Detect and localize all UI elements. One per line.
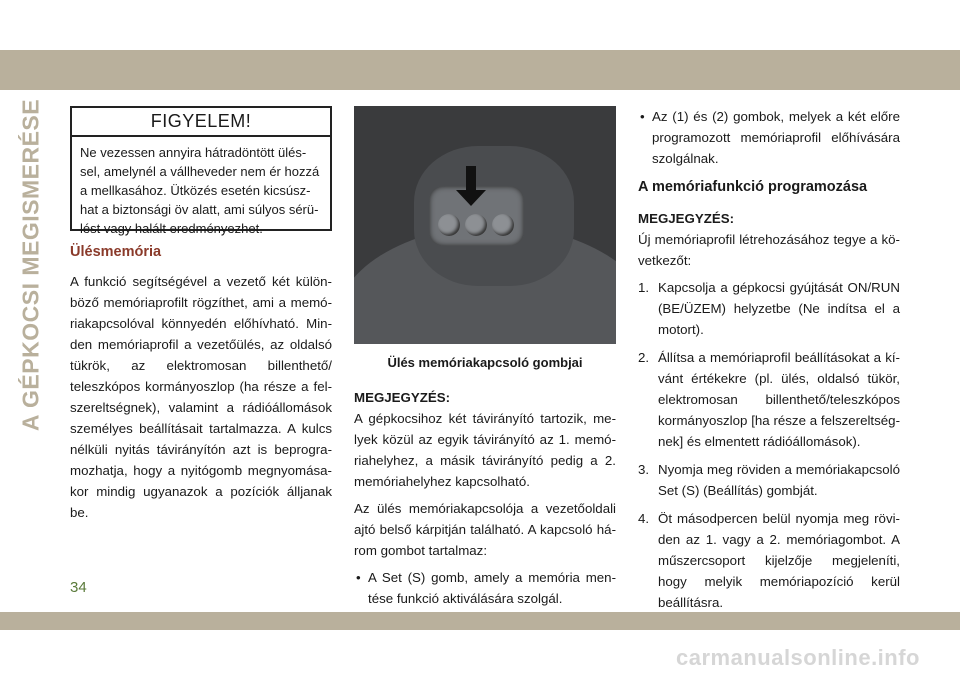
figure-caption: Ülés memóriakapcsoló gombjai xyxy=(387,355,583,370)
column-left xyxy=(70,106,332,529)
list-item: • Az (1) és (2) gombok, melyek a két előre programozott memóriaprofil előhívására szolgálnak. xyxy=(638,106,900,169)
header-band xyxy=(0,50,960,90)
watermark: carmanualsonline.info xyxy=(676,645,920,670)
side-chapter-title-text: A GÉPKOCSI MEGISMERÉSE xyxy=(17,98,44,432)
button-list xyxy=(354,567,616,609)
note-label: MEGJEGYZÉS: xyxy=(354,390,451,405)
programming-heading: A memóriafunkció programozása xyxy=(638,179,868,195)
step-text: Öt másodpercen belül nyomja meg rövi-den az 1. vagy a 2. memóriagombot. A műszercsoport kijelzője megjeleníti, hogy melyik memóriapozíció kerül beállításra. xyxy=(658,511,900,610)
step-number: 4. xyxy=(638,511,650,526)
list-item: • A Set (S) gomb, amely a memória men-tése funkció aktiválására szolgál. xyxy=(354,567,616,609)
warning-box xyxy=(70,106,332,236)
step-number: 1. xyxy=(638,280,650,295)
top-margin xyxy=(0,0,960,50)
step-item xyxy=(638,347,900,452)
step-number: 2. xyxy=(638,350,650,365)
arrow-down-icon xyxy=(466,166,476,192)
memory-switch-photo xyxy=(354,106,616,344)
note-text: A gépkocsihoz két távirányító tartozik, me-lyek közül az egyik távirányító az 1. memó-riahelyhez, a másik távirányító pedig a 2. memóriahelyhez kapcsolható. xyxy=(354,411,616,489)
arrow-down-icon-head xyxy=(456,190,486,206)
switch-paragraph: Az ülés memóriakapcsolója a vezetőoldali ajtó belső kárpitján található. A kapcsoló há-rom gombot tartalmaz: xyxy=(354,501,616,558)
page-number: 34 xyxy=(70,579,87,596)
memory-button-icon xyxy=(438,214,460,236)
step-text: Kapcsolja a gépkocsi gyújtását ON/RUN (BE/ÜZEM) helyzetbe (Ne indítsa el a motort). xyxy=(658,280,900,337)
footer-band xyxy=(0,612,960,630)
warning-title: FIGYELEM! xyxy=(72,108,330,137)
button-list-continued xyxy=(638,106,900,169)
step-text: Nyomja meg röviden a memóriakapcsoló Set (S) (Beállítás) gombját. xyxy=(658,462,900,498)
step-text: Állítsa a memóriaprofil beállításokat a kí-vánt értékekre (pl. ülés, oldalsó tükör, elektromosan billenthető/teleszkópos kormányoszlop [ha része a felszereltség-nek] és elmentett rádióállomások). xyxy=(658,350,900,449)
section-heading: Ülésmemória xyxy=(70,244,162,260)
note-label: MEGJEGYZÉS: xyxy=(638,211,735,226)
memory-button-icon xyxy=(492,214,514,236)
side-chapter-title xyxy=(16,98,46,432)
set-button-icon xyxy=(465,214,487,236)
column-middle xyxy=(354,106,616,615)
step-item xyxy=(638,277,900,340)
programming-steps xyxy=(638,277,900,613)
warning-body: Ne vezessen annyira hátradöntött ülés-sel, amelynél a vállheveder nem ér hozzá a mellkasához. Ütközés esetén kicsúsz-hat a biztonsági öv alatt, ami súlyos sérü-lést vagy halált eredményezhet. xyxy=(80,145,320,236)
column-right xyxy=(638,106,900,620)
section-paragraph: A funkció segítségével a vezető két külön-böző memóriaprofilt rögzíthet, ami a memó-riakapcsolóval könnyedén előhívható. Min-den memóriaprofil a vezetőülés, az oldalsó tükrök, az elektromosan billenthető/ teleszkópos kormányoszlop (ha része a fel-szereltségnek), valamint a rádióállomások személyes beállításait tartalmazza. A kulcs nélküli nyitás távirányítón azt is beprogra-mozhatja, hogy a nyitógomb megnyomása-kor mindig ugyanazok a pozíciók álljanak be. xyxy=(70,274,332,520)
step-item xyxy=(638,508,900,613)
note-text: Új memóriaprofil létrehozásához tegye a kö-vetkezőt: xyxy=(638,232,900,268)
step-item xyxy=(638,459,900,501)
step-number: 3. xyxy=(638,462,650,477)
